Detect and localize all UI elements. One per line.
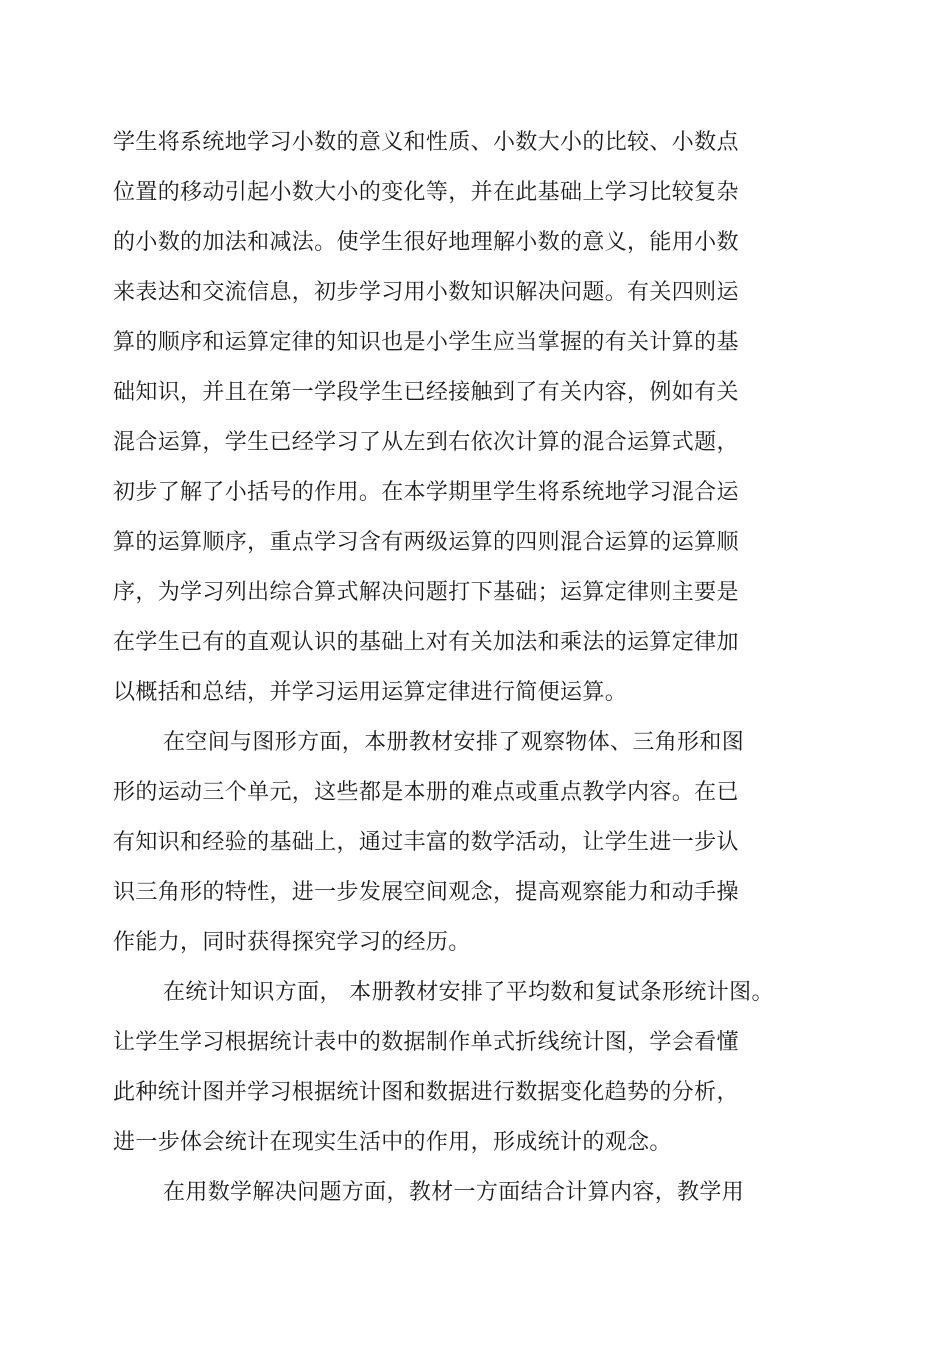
text-line: 让学生学习根据统计表中的数据制作单式折线统计图，学会看懂 bbox=[113, 1030, 739, 1055]
text-line: 算的运算顺序，重点学习含有两级运算的四则混合运算的运算顺 bbox=[113, 530, 739, 555]
text-line: 作能力，同时获得探究学习的经历。 bbox=[113, 930, 471, 955]
text-line: 序，为学习列出综合算式解决问题打下基础；运算定律则主要是 bbox=[113, 580, 739, 605]
text-line: 混合运算，学生已经学习了从左到右依次计算的混合运算式题， bbox=[113, 430, 739, 455]
text-line: 初步了解了小括号的作用。在本学期里学生将系统地学习混合运 bbox=[113, 480, 739, 505]
text-line: 有知识和经验的基础上，通过丰富的数学活动，让学生进一步认 bbox=[113, 830, 739, 855]
text-line: 位置的移动引起小数大小的变化等，并在此基础上学习比较复杂 bbox=[113, 180, 739, 205]
text-line: 识三角形的特性，进一步发展空间观念，提高观察能力和动手操 bbox=[113, 880, 739, 905]
text-line: 此种统计图并学习根据统计图和数据进行数据变化趋势的分析， bbox=[113, 1080, 739, 1105]
text-line: 学生将系统地学习小数的意义和性质、小数大小的比较、小数点 bbox=[113, 130, 739, 155]
text-line: 的小数的加法和减法。使学生很好地理解小数的意义，能用小数 bbox=[113, 230, 739, 255]
paragraph-first-line: 在用数学解决问题方面，教材一方面结合计算内容，教学用 bbox=[163, 1180, 745, 1205]
text-line: 形的运动三个单元，这些都是本册的难点或重点教学内容。在已 bbox=[113, 780, 739, 805]
text-line: 来表达和交流信息，初步学习用小数知识解决问题。有关四则运 bbox=[113, 280, 739, 305]
text-line: 进一步体会统计在现实生活中的作用，形成统计的观念。 bbox=[113, 1130, 672, 1155]
paragraph-first-line: 在空间与图形方面，本册教材安排了观察物体、三角形和图 bbox=[163, 730, 745, 755]
text-line: 在学生已有的直观认识的基础上对有关加法和乘法的运算定律加 bbox=[113, 630, 739, 655]
text-line: 础知识，并且在第一学段学生已经接触到了有关内容，例如有关 bbox=[113, 380, 739, 405]
paragraph-first-line: 在统计知识方面， 本册教材安排了平均数和复试条形统计图。 bbox=[163, 980, 774, 1005]
text-line: 算的顺序和运算定律的知识也是小学生应当掌握的有关计算的基 bbox=[113, 330, 739, 355]
text-line: 以概括和总结，并学习运用运算定律进行简便运算。 bbox=[113, 680, 628, 705]
